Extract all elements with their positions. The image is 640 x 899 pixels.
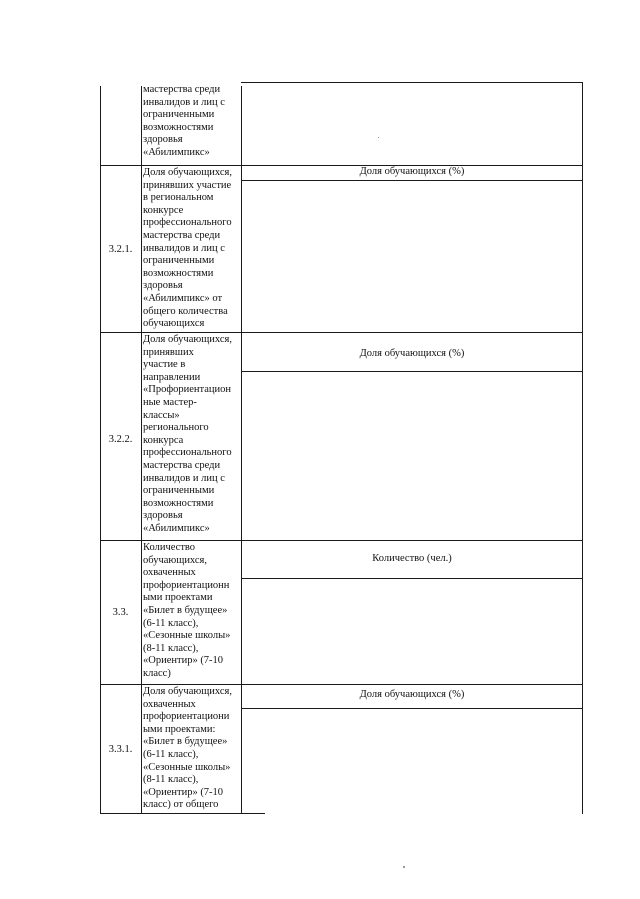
column-header-label: Доля обучающихся (%)	[359, 689, 465, 700]
column-header-label: Доля обучающихся (%)	[359, 166, 465, 177]
scan-speck	[403, 866, 405, 868]
row-divider	[100, 540, 583, 541]
header-underline	[241, 180, 583, 181]
row-description: Количество обучающихся, охваченных профориентационн ыми проектами «Билет в будущее» (6-11 класс), «Сезонные школы» (8-11 класс), «Ориентир» (7-10 класс)	[143, 542, 231, 679]
row-description: мастерства среди инвалидов и лиц с ограниченными возможностями здоровья «Абилимпикс»	[143, 84, 225, 158]
header-underline	[241, 371, 583, 372]
row-description: Доля обучающихся, принявших участие в направлении «Профориентацион ные мастер- классы» регионального конкурса профессионального мастерства среди инвалидов и лиц с ограниченными возможностями здоровья «Абилимпикс»	[143, 334, 232, 534]
table-left-border	[100, 86, 101, 814]
row-divider	[100, 332, 583, 333]
header-underline	[241, 578, 583, 579]
row-divider	[100, 684, 583, 685]
row-description: Доля обучающихся, охваченных профориентациони ыми проектами: «Билет в будущее» (6-11 класс), «Сезонные школы» (8-11 класс), «Ориентир» (7-10 класс) от общего	[143, 686, 232, 811]
row-description: Доля обучающихся, принявших участие в региональном конкурсе профессионального мастерства среди инвалидов и лиц с ограниченными возможностями здоровья «Абилимпикс» от общего количества обучающихся	[143, 167, 232, 330]
table-column-divider-2	[241, 86, 242, 814]
table-top-border	[241, 82, 583, 83]
row-number: 3.2.1.	[108, 244, 133, 255]
column-header-label: Количество (чел.)	[372, 553, 452, 564]
column-header-label: Доля обучающихся (%)	[359, 348, 465, 359]
header-underline	[241, 708, 583, 709]
table-column-divider-1	[141, 86, 142, 814]
row-number: 3.3.1.	[108, 744, 133, 755]
table-right-border	[582, 82, 583, 814]
scan-speck	[378, 137, 379, 138]
row-number: 3.3.	[112, 607, 129, 618]
table-bottom-border	[100, 813, 265, 814]
row-number: 3.2.2.	[108, 434, 133, 445]
